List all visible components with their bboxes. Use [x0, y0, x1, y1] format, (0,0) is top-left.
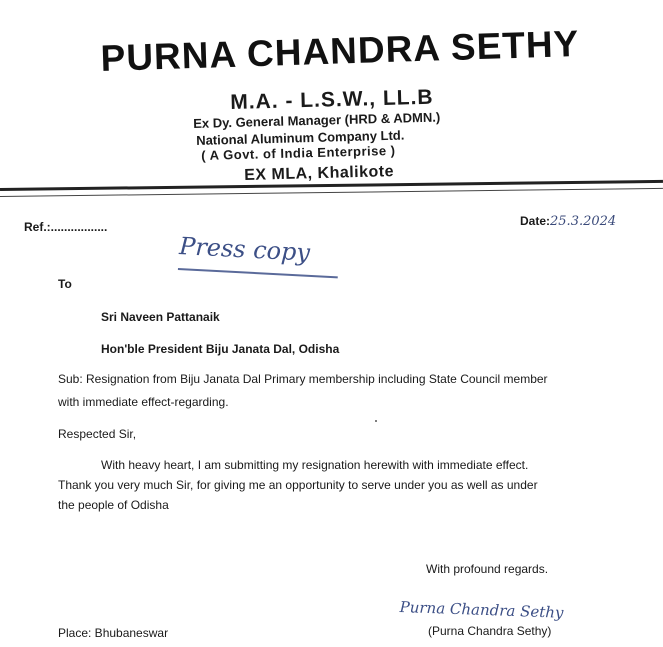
signature-name: (Purna Chandra Sethy) [428, 624, 552, 638]
to-label: To [58, 277, 72, 291]
press-copy-underline [178, 268, 338, 278]
letterhead-company: National Aluminum Company Ltd. [196, 127, 405, 148]
letterhead-enterprise: ( A Govt. of India Enterprise ) [201, 142, 396, 163]
body-line-3: the people of Odisha [58, 498, 169, 512]
salutation: Respected Sir, [58, 427, 137, 441]
letterhead-qualifications: M.A. - L.S.W., LL.B [230, 85, 434, 114]
ref-label: Ref.:................. [24, 220, 108, 234]
letterhead-name: PURNA CHANDRA SETHY [100, 22, 580, 79]
handwritten-signature: Purna Chandra Sethy [399, 598, 564, 622]
press-copy-annotation: Press copy [178, 232, 311, 267]
stray-mark [375, 420, 377, 422]
recipient-name: Sri Naveen Pattanaik [101, 310, 220, 324]
date-field [520, 214, 616, 229]
closing: With profound regards. [426, 562, 549, 576]
letterhead-position: EX MLA, Khalikote [244, 163, 395, 184]
body-line-2: Thank you very much Sir, for giving me an opportunity to serve under you as well as under [58, 478, 538, 492]
date-label: Date: [520, 214, 551, 228]
body-line-1: With heavy heart, I am submitting my resignation herewith with immediate effect. [101, 458, 529, 472]
subject-line-1: Sub: Resignation from Biju Janata Dal Primary membership including State Council member [58, 372, 548, 386]
recipient-title: Hon'ble President Biju Janata Dal, Odisha [101, 342, 340, 356]
place-label: Place: Bhubaneswar [58, 626, 169, 640]
subject-line-2: with immediate effect-regarding. [58, 395, 229, 409]
date-value: 25.3.2024 [550, 214, 617, 229]
letterhead-designation: Ex Dy. General Manager (HRD & ADMN.) [193, 109, 441, 131]
